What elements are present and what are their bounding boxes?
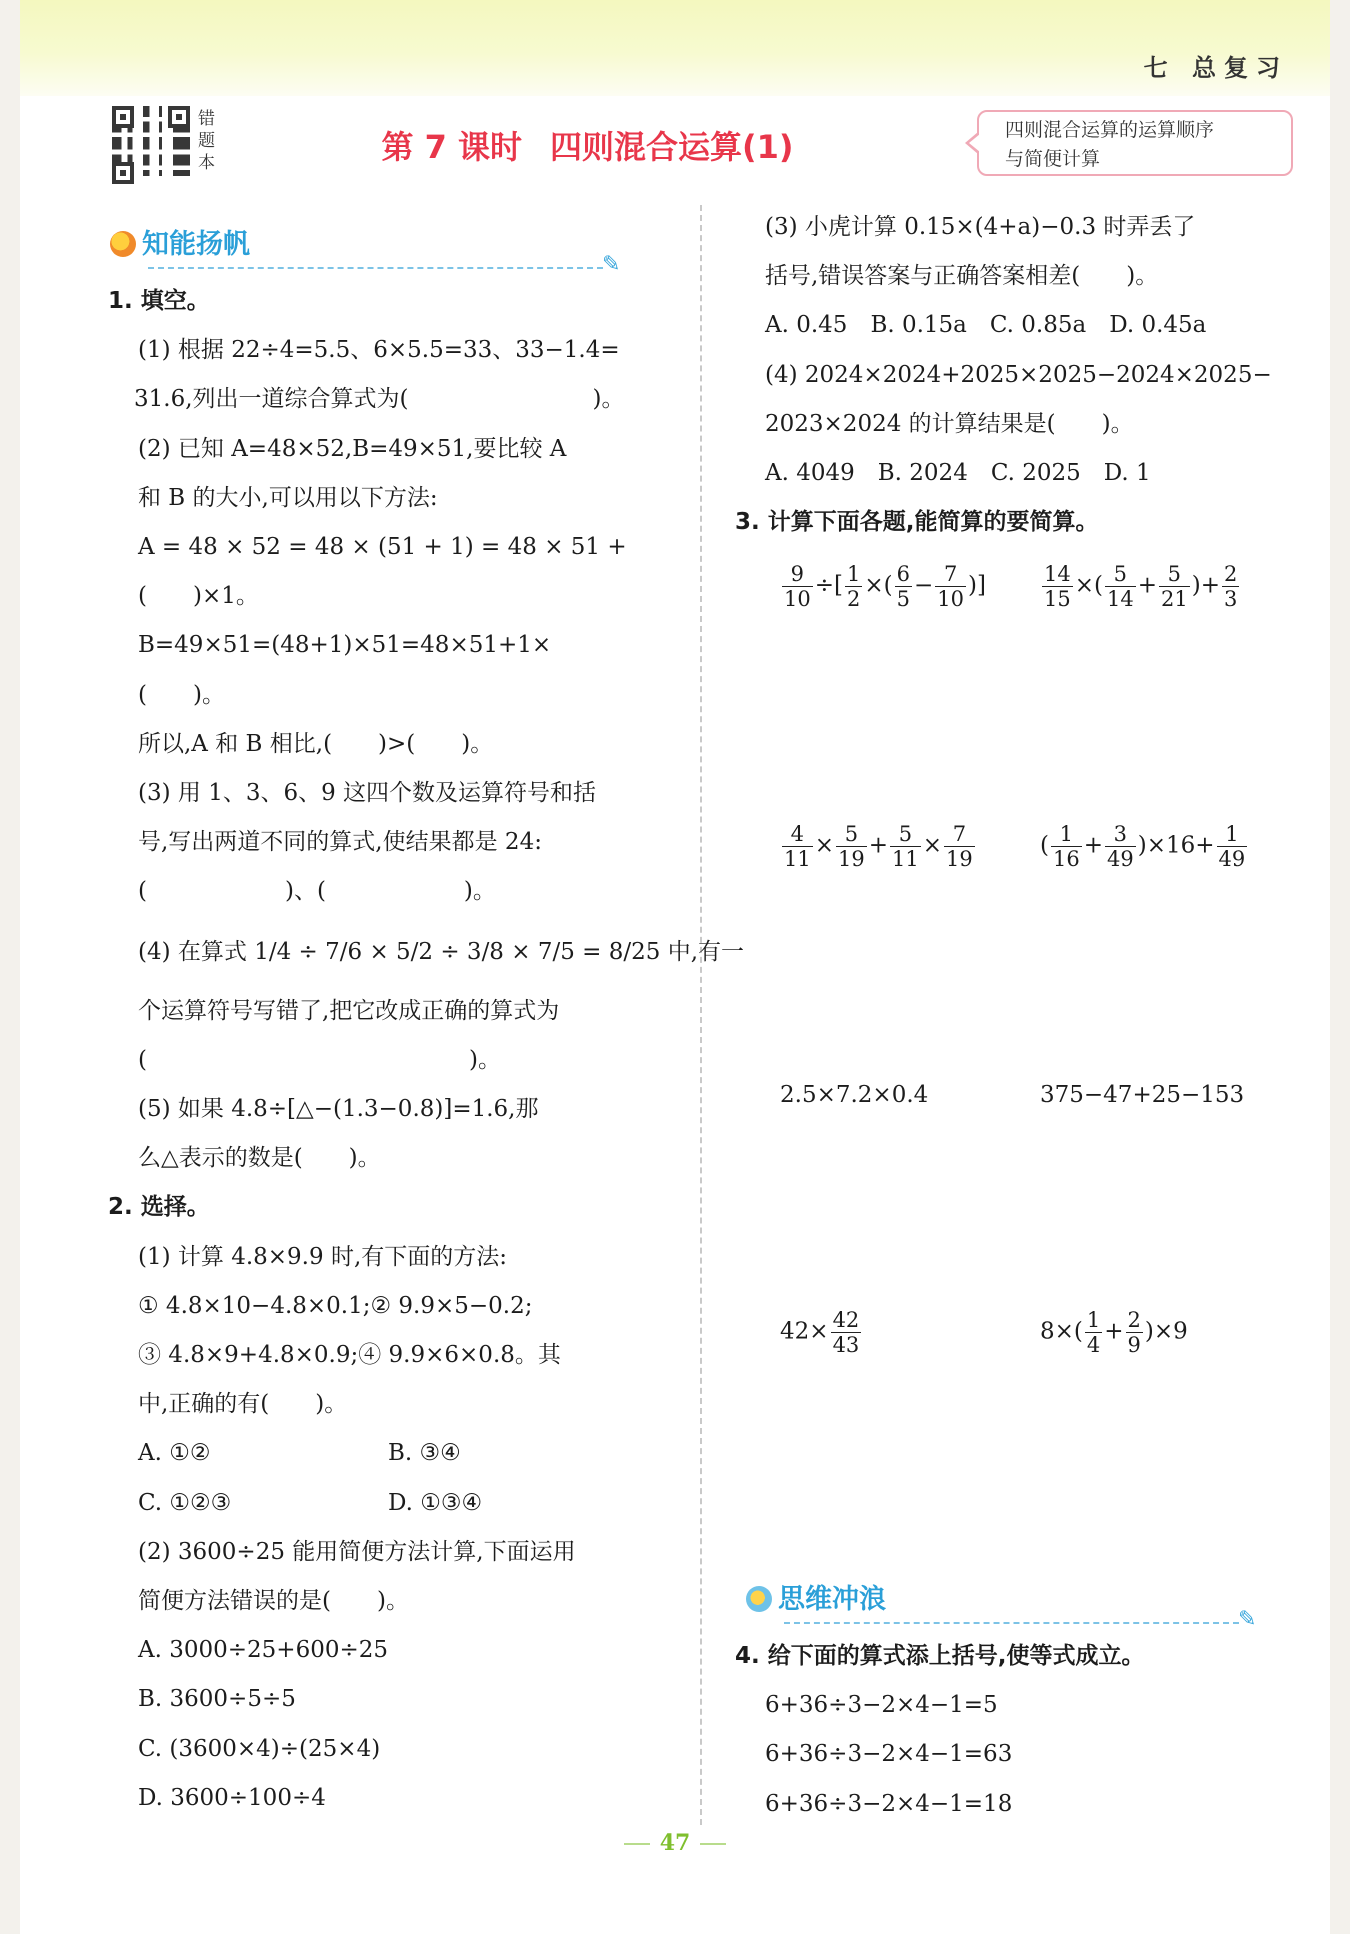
fraction: 4 <box>1086 1333 1101 1358</box>
calc-expression-7: 42× $\frac{42}{43}$ <box>780 1308 860 1358</box>
fraction: 16 <box>1052 847 1080 872</box>
text-line: (3) 用 1、3、6、9 这四个数及运算符号和括 <box>138 780 597 807</box>
fraction: 5 <box>836 822 867 847</box>
fraction <box>1217 822 1248 871</box>
fraction: 49 <box>1218 847 1246 872</box>
fraction: 5 <box>890 822 921 847</box>
fraction: 4 <box>782 822 813 847</box>
fraction: 9 <box>1127 1333 1141 1358</box>
text-line: (3) 小虎计算 0.15×(4+a)−0.3 时弄丢了 <box>765 214 1196 240</box>
fraction: 19 <box>946 847 973 872</box>
calc-expression-8: 8×( $\frac{1}{4}$ + $\frac{2}{9}$ )×9 <box>1040 1308 1188 1358</box>
question-4 <box>735 1632 1295 1829</box>
fraction: 2 <box>846 587 861 612</box>
option-b[interactable]: B. ③④ <box>388 1440 461 1467</box>
fraction: 3 <box>1105 822 1136 847</box>
section-title: 知能扬帆 <box>142 229 250 260</box>
text-line: ③ 4.8×9+4.8×0.9;④ 9.9×6×0.8。其 <box>138 1342 561 1369</box>
q2-1-options-row <box>108 1479 678 1528</box>
fraction <box>845 562 862 611</box>
text-line: (4) 2024×2024+2025×2025−2024×2025− <box>765 361 1272 388</box>
options-line: A. 0.45 B. 0.15a C. 0.85a D. 0.45a <box>765 312 1207 339</box>
text-line: 2023×2024 的计算结果是( )。 <box>765 410 1134 437</box>
fraction <box>1105 822 1136 871</box>
text-line: ( )。 <box>138 1046 501 1073</box>
option-d[interactable]: D. 3600÷100÷4 <box>138 1784 326 1811</box>
option-b[interactable]: B. 3600÷5÷5 <box>138 1686 296 1713</box>
equation-line: 6+36÷3−2×4−1=18 <box>765 1790 1013 1817</box>
learning-goal-box <box>977 110 1293 176</box>
text-line: 括号,错误答案与正确答案相差( )。 <box>765 263 1159 290</box>
fraction: 2 <box>1127 1308 1141 1332</box>
text-line: (1) 根据 22÷4=5.5、6×5.5=33、33−1.4= <box>138 337 620 364</box>
fraction <box>1051 822 1082 871</box>
goal-line: 四则混合运算的运算顺序 <box>1005 119 1215 141</box>
fraction <box>782 562 813 611</box>
workbook-page <box>20 0 1330 1934</box>
page-number <box>20 1830 1330 1856</box>
calc-expression-6: 375−47+25−153 <box>1040 1082 1245 1108</box>
column-divider <box>700 205 702 1825</box>
fraction <box>1222 562 1239 611</box>
fraction: 3 <box>1223 587 1238 612</box>
text-line: 简便方法错误的是( )。 <box>138 1588 409 1615</box>
text-line: ( )×1。 <box>138 583 259 610</box>
fraction <box>890 822 921 871</box>
header-band <box>20 0 1330 96</box>
calc-expression-3: $\frac{4}{11}$ × $\frac{5}{19}$ + $\frac{5}{11}$ × $\frac{7}{19}$ <box>784 822 973 872</box>
fraction <box>1042 562 1073 611</box>
question-4-title: 4. 给下面的算式添上括号,使等式成立。 <box>735 1643 1145 1669</box>
fraction: 43 <box>832 1333 860 1358</box>
pen-icon: ✎ <box>602 252 621 277</box>
calc-expression-1: $\frac{9}{10}$ ÷[ $\frac{1}{2}$ ×( $\frac{6}{5}$ − $\frac{7}{10}$ )] <box>784 562 986 612</box>
fraction <box>935 562 966 611</box>
q2-1-options-row <box>108 1429 678 1478</box>
text-line: ( )。 <box>138 681 225 708</box>
fraction: 10 <box>784 587 811 612</box>
calc-expression-4: ( $\frac{1}{16}$ + $\frac{3}{49}$ )×16+ $\frac{1}{49}$ <box>1040 822 1246 872</box>
equation-line: 6+36÷3−2×4−1=63 <box>765 1741 1013 1768</box>
fraction: 19 <box>838 847 865 872</box>
fraction <box>895 562 912 611</box>
text-line: 31.6,列出一道综合算式为( )。 <box>134 386 625 413</box>
fraction: 9 <box>782 562 813 587</box>
fraction: 5 <box>1105 562 1136 587</box>
question-2-title: 2. 选择。 <box>108 1194 210 1221</box>
text-line: (2) 3600÷25 能用简便方法计算,下面运用 <box>138 1538 576 1565</box>
text-line: 个运算符号写错了,把它改成正确的算式为 <box>138 997 560 1024</box>
fraction: 15 <box>1044 587 1071 612</box>
options-line: A. 4049 B. 2024 C. 2025 D. 1 <box>765 460 1151 487</box>
text-line: ( )、( )。 <box>138 878 496 905</box>
option-a[interactable]: A. 3000÷25+600÷25 <box>138 1637 389 1664</box>
text-line: 么△表示的数是( )。 <box>138 1145 381 1172</box>
text-line: 号,写出两道不同的算式,使结果都是 24: <box>138 829 542 856</box>
fraction <box>836 822 867 871</box>
text-line: 所以,A 和 B 相比,( )>( )。 <box>138 730 494 757</box>
text-line: B=49×51=(48+1)×51=48×51+1× <box>138 632 552 659</box>
fraction: 7 <box>944 822 975 847</box>
fraction <box>831 1308 862 1357</box>
pen-icon: ✎ <box>1238 1607 1257 1632</box>
fraction <box>782 822 813 871</box>
fraction: 1 <box>846 562 861 586</box>
fraction <box>1105 562 1136 611</box>
goal-line: 与简便计算 <box>1005 148 1101 170</box>
text-line: 中,正确的有( )。 <box>138 1391 348 1418</box>
text-line: (1) 计算 4.8×9.9 时,有下面的方法: <box>138 1243 507 1270</box>
text-line: A = 48 × 52 = 48 × (51 + 1) = 48 × 51 + <box>138 534 627 561</box>
fraction: 10 <box>937 587 964 612</box>
fraction: 1 <box>1051 822 1082 847</box>
lesson-label: 第 7 课时 <box>381 128 523 166</box>
topic-label: 四则混合运算(1) <box>550 128 794 166</box>
fraction: 11 <box>784 847 811 872</box>
option-c[interactable]: C. (3600×4)÷(25×4) <box>138 1735 381 1762</box>
sailboat-icon <box>110 231 136 257</box>
fraction: 1 <box>1086 1308 1101 1332</box>
fraction: 14 <box>1106 587 1134 612</box>
fraction: 7 <box>935 562 966 587</box>
section-title: 思维冲浪 <box>778 1584 886 1615</box>
section-underline <box>148 267 603 269</box>
equation-line: 6+36÷3−2×4−1=5 <box>765 1692 998 1719</box>
section-header-zhineng <box>110 222 621 277</box>
qr-label: 错题本 <box>198 109 215 173</box>
fraction <box>1159 562 1190 611</box>
text-line: (5) 如果 4.8÷[△−(1.3−0.8)]=1.6,那 <box>138 1096 539 1123</box>
section-underline <box>784 1622 1239 1624</box>
text-line-fraction-equation: (4) 在算式 1/4 ÷ 7/6 × 5/2 ÷ 3/8 × 7/5 = 8/25 中,有一 <box>138 938 745 965</box>
option-a[interactable]: A. ①② <box>138 1440 211 1467</box>
fraction: 5 <box>1159 562 1190 587</box>
fraction: 21 <box>1161 587 1188 612</box>
fraction <box>1085 1308 1102 1357</box>
fraction <box>944 822 975 871</box>
fraction: 5 <box>896 587 910 612</box>
fraction: 11 <box>892 847 919 872</box>
wave-icon <box>746 1586 772 1612</box>
calc-expression-5: 2.5×7.2×0.4 <box>780 1082 929 1108</box>
fraction: 14 <box>1044 562 1071 586</box>
fraction: 6 <box>896 562 910 586</box>
calc-expression-2: $\frac{14}{15}$ ×( $\frac{5}{14}$ + $\frac{5}{21}$ )+ $\frac{2}{3}$ <box>1044 562 1238 612</box>
question-1-title: 1. 填空。 <box>108 288 210 314</box>
chapter-label: 七 总复习 <box>1143 54 1288 82</box>
option-c[interactable]: C. ①②③ <box>138 1489 232 1516</box>
text-line: ① 4.8×10−4.8×0.1;② 9.9×5−0.2; <box>138 1292 533 1319</box>
left-column <box>108 277 745 1823</box>
text-line: 和 B 的大小,可以用以下方法: <box>138 484 438 511</box>
fraction: 49 <box>1107 847 1134 872</box>
fraction: 1 <box>1217 822 1248 847</box>
section-header-siwei <box>746 1577 1257 1632</box>
option-d[interactable]: D. ①③④ <box>388 1489 483 1516</box>
page-number-text: 47 <box>614 1830 737 1856</box>
fraction <box>1126 1308 1143 1357</box>
fraction: 42 <box>832 1308 860 1332</box>
text-line: (2) 已知 A=48×52,B=49×51,要比较 A <box>138 435 567 462</box>
fraction: 2 <box>1223 562 1238 586</box>
right-column <box>735 203 1295 547</box>
question-3-title: 3. 计算下面各题,能简算的要简算。 <box>735 509 1099 536</box>
